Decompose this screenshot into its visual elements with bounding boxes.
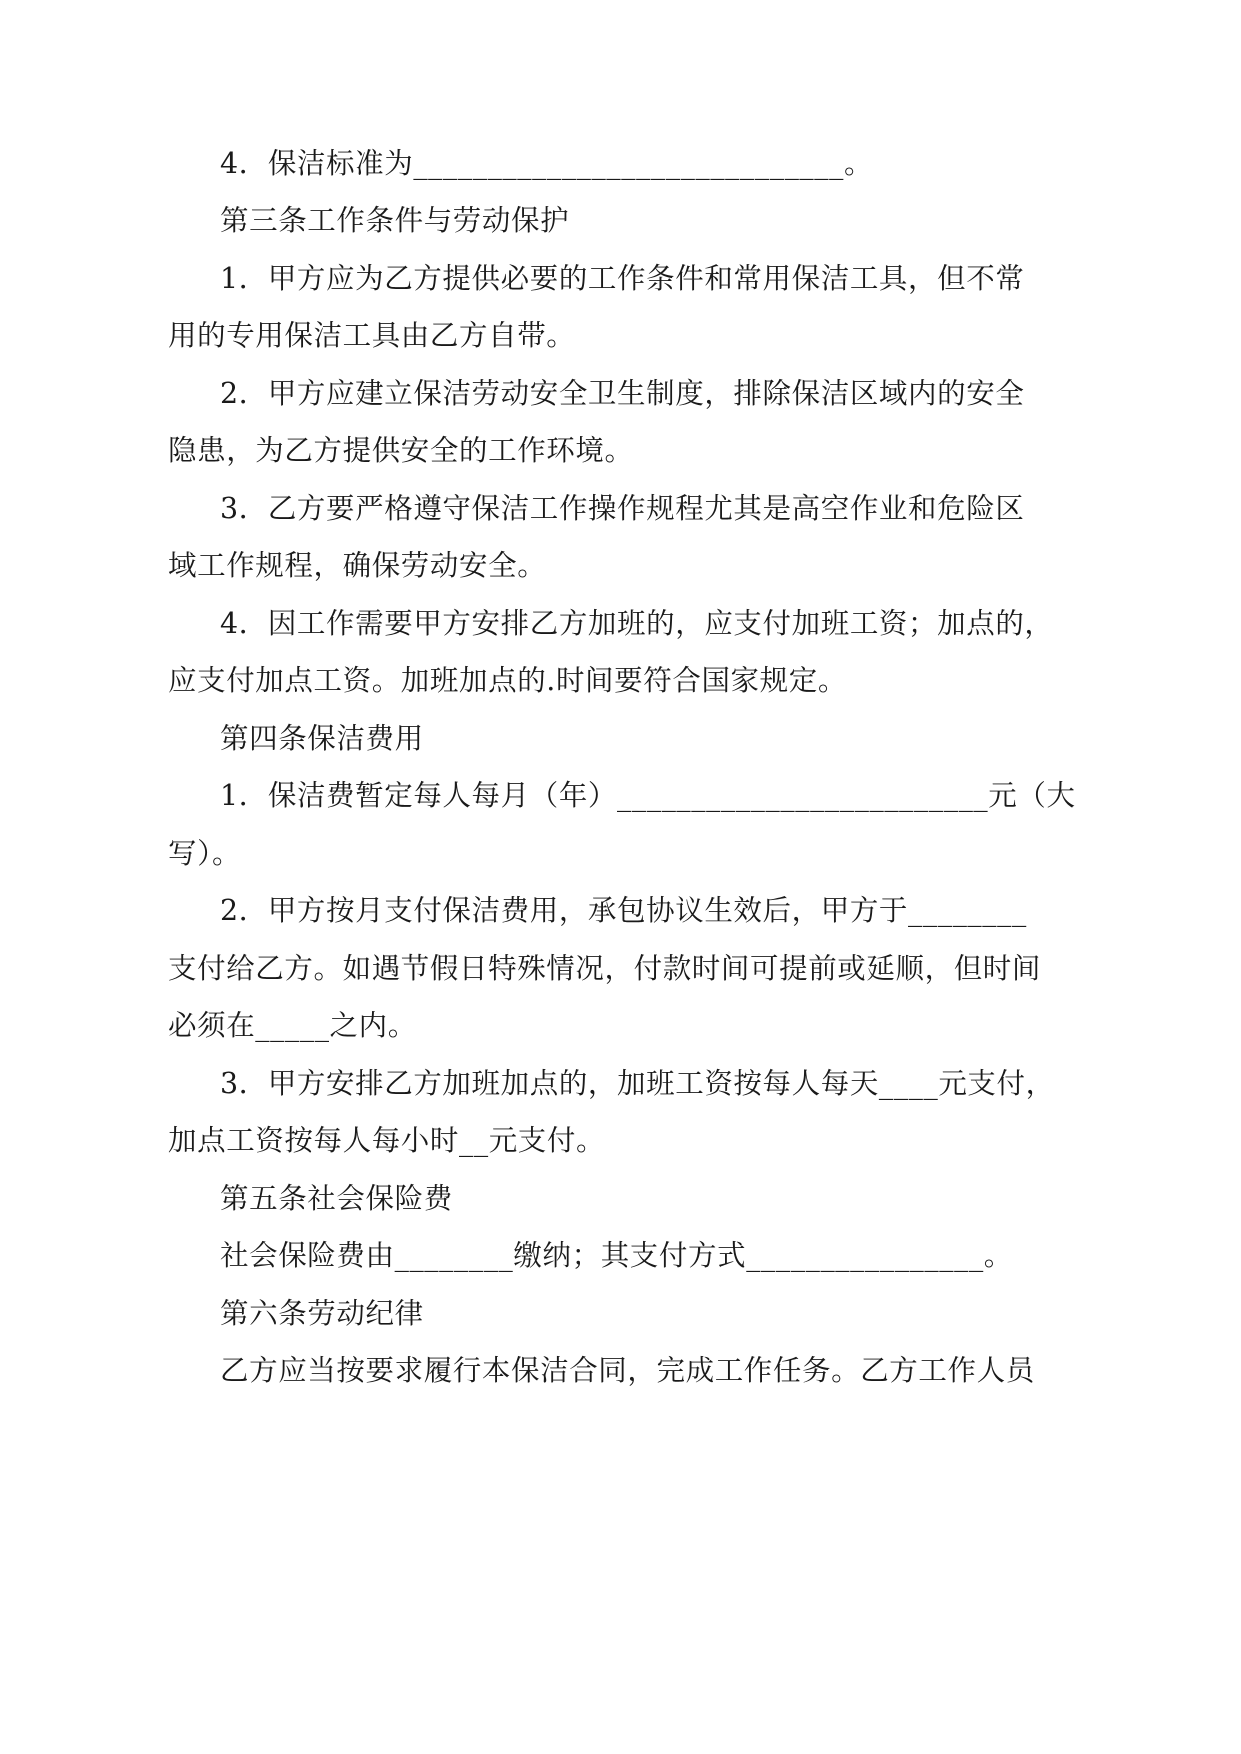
article-3-item-1-line-2: 用的专用保洁工具由乙方自带。 xyxy=(168,319,576,352)
clause-3-4-cleaning-standard: 4．保洁标准为_____________________________。 xyxy=(220,147,874,180)
article-4-item-1-line-2: 写）。 xyxy=(168,837,242,870)
article-5-body: 社会保险费由________缴纳；其支付方式________________。 xyxy=(220,1239,1013,1272)
article-3-item-4-line-1: 4．因工作需要甲方安排乙方加班的，应支付加班工资；加点的， xyxy=(220,607,1054,640)
article-3-item-4-line-2: 应支付加点工资。加班加点的.时间要符合国家规定。 xyxy=(168,664,847,697)
article-4-item-3-line-1: 3．甲方安排乙方加班加点的，加班工资按每人每天____元支付， xyxy=(220,1067,1055,1100)
article-3-item-2-line-2: 隐患，为乙方提供安全的工作环境。 xyxy=(168,434,634,467)
article-3-item-3-line-2: 域工作规程，确保劳动安全。 xyxy=(168,549,547,582)
article-4-item-2-line-3: 必须在_____之内。 xyxy=(168,1009,417,1042)
article-3-item-2-line-1: 2．甲方应建立保洁劳动安全卫生制度，排除保洁区域内的安全 xyxy=(220,377,1025,410)
article-4-item-3-line-2: 加点工资按每人每小时__元支付。 xyxy=(168,1124,606,1157)
article-4-item-2-line-1: 2．甲方按月支付保洁费用，承包协议生效后，甲方于________ xyxy=(220,894,1027,927)
article-4-item-1-line-1: 1．保洁费暂定每人每月（年）_________________________元（大 xyxy=(220,779,1076,812)
article-3-item-3-line-1: 3．乙方要严格遵守保洁工作操作规程尤其是高空作业和危险区 xyxy=(220,492,1025,525)
article-3-item-1-line-1: 1．甲方应为乙方提供必要的工作条件和常用保洁工具，但不常 xyxy=(220,262,1025,295)
article-6-body-line-1: 乙方应当按要求履行本保洁合同，完成工作任务。乙方工作人员 xyxy=(220,1354,1035,1387)
article-3-heading: 第三条工作条件与劳动保护 xyxy=(220,204,570,237)
article-4-heading: 第四条保洁费用 xyxy=(220,722,424,755)
article-4-item-2-line-2: 支付给乙方。如遇节假日特殊情况，付款时间可提前或延顺，但时间 xyxy=(168,952,1042,985)
article-6-heading: 第六条劳动纪律 xyxy=(220,1297,424,1330)
article-5-heading: 第五条社会保险费 xyxy=(220,1182,453,1215)
